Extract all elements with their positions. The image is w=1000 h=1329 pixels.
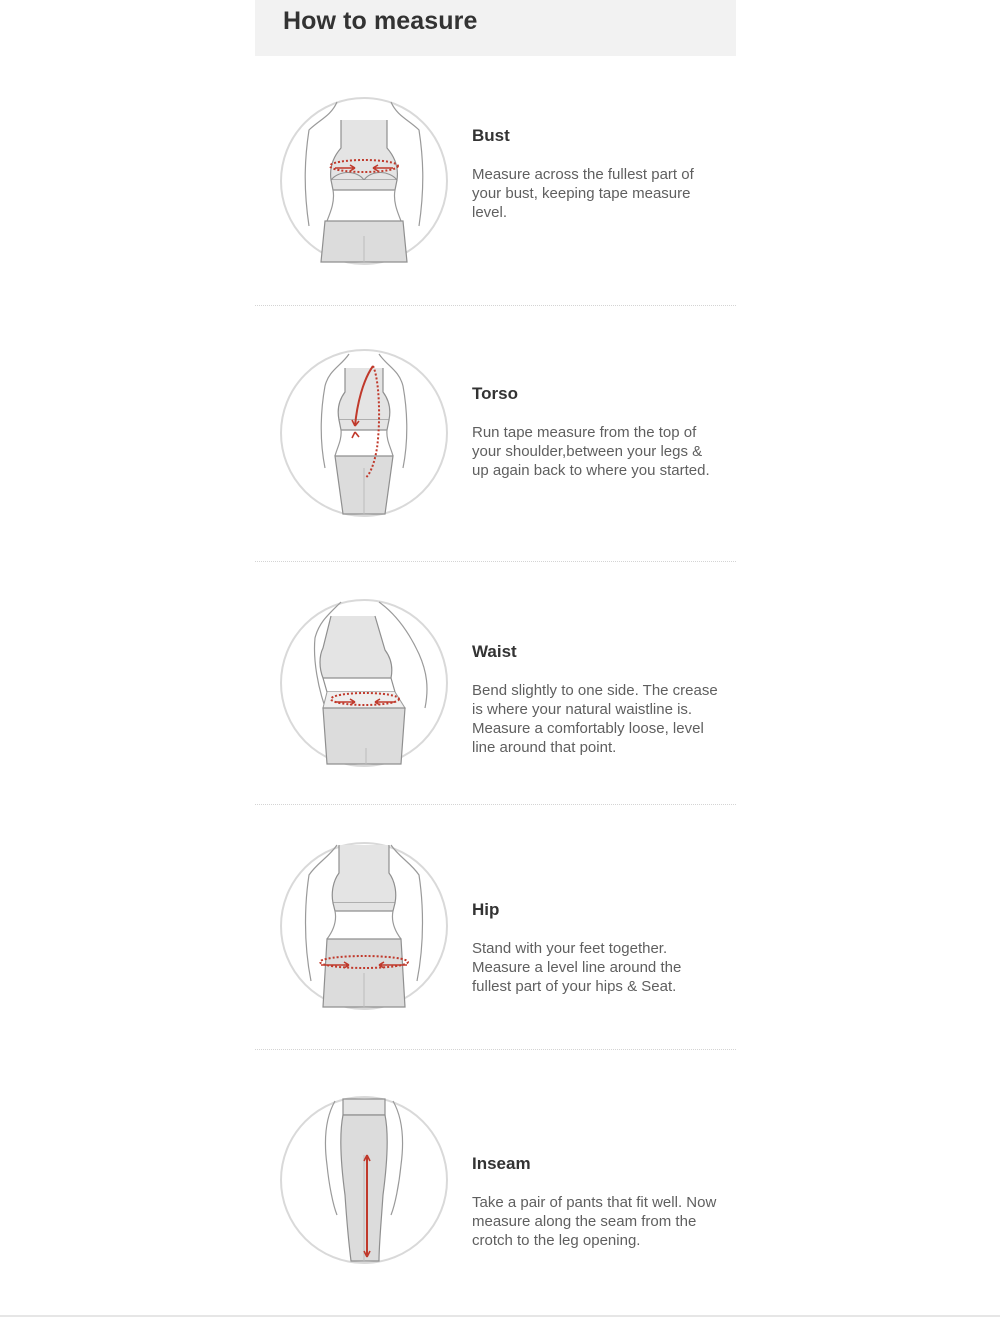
measure-description-inseam: Take a pair of pants that fit well. Now measure along the seam from the crotch to the leg opening. (472, 1194, 717, 1249)
measure-description-bust: Measure across the fullest part of your bust, keeping tape measure level. (472, 166, 694, 221)
measure-description-torso: Run tape measure from the top of your shoulder,between your legs & up again back to where you started. (472, 424, 710, 479)
measure-text-waist (472, 642, 722, 757)
hip-measure-icon (279, 841, 449, 1011)
measure-text-inseam (472, 1154, 722, 1250)
torso-measure-icon (279, 348, 449, 518)
measure-item-bust (255, 56, 736, 306)
measure-item-hip (255, 805, 736, 1050)
measure-description-hip: Stand with your feet together. Measure a level line around the fullest part of your hips & Seat. (472, 940, 682, 995)
measure-title-inseam: Inseam (472, 1154, 531, 1173)
measure-text-torso (472, 384, 722, 480)
inseam-measure-icon (279, 1095, 449, 1265)
measure-text-bust (472, 126, 722, 222)
measure-item-torso (255, 306, 736, 562)
measure-guide-panel (255, 0, 736, 1300)
measure-description-waist: Bend slightly to one side. The crease is where your natural waistline is. Measure a comfortably loose, level line around that point. (472, 682, 718, 756)
measure-title-torso: Torso (472, 384, 518, 403)
guide-header (255, 0, 736, 56)
measure-title-waist: Waist (472, 642, 517, 661)
measure-text-hip (472, 900, 722, 996)
measure-item-waist (255, 562, 736, 805)
bust-measure-icon (279, 96, 449, 266)
measure-title-bust: Bust (472, 126, 510, 145)
page-title: How to measure (283, 6, 478, 35)
waist-measure-icon (279, 598, 449, 768)
bottom-divider (0, 1315, 1000, 1317)
measure-title-hip: Hip (472, 900, 500, 919)
measure-item-inseam (255, 1050, 736, 1300)
